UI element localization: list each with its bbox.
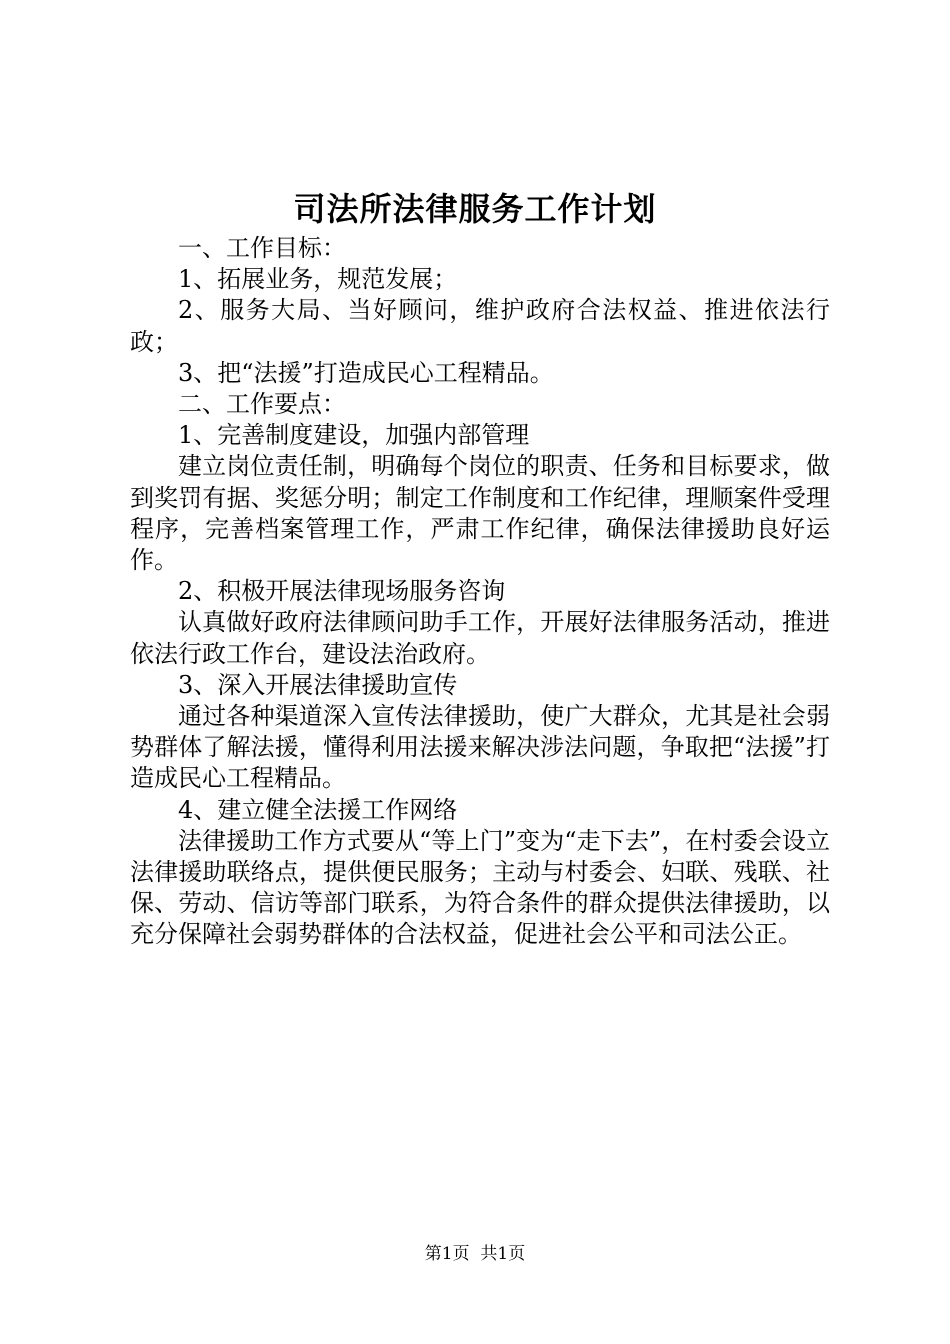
document-body: [130, 233, 830, 951]
paragraph-point-3-heading: 3、深入开展法律援助宣传: [178, 670, 458, 699]
paragraph-point-2-body: 认真做好政府法律顾问助手工作，开展好法律服务活动，推进依法行政工作台，建设法治政府。: [130, 608, 830, 668]
paragraph-point-4-body: 法律援助工作方式要从“等上门”变为“走下去”，在村委会设立法律援助联络点，提供便民服务；主动与村委会、妇联、残联、社保、劳动、信访等部门联系，为符合条件的群众提供法律援助，以充分保障社会弱势群体的合法权益，促进社会公平和司法公正。: [130, 826, 830, 949]
paragraph-goal-1: 1、拓展业务，规范发展；: [178, 265, 458, 294]
paragraph-point-2-heading: 2、积极开展法律现场服务咨询: [178, 577, 506, 606]
paragraph-goal-2: 2、服务大局、当好顾问，维护政府合法权益、推进依法行政；: [130, 296, 830, 356]
paragraph-goals-heading: 一、工作目标：: [178, 234, 346, 262]
document-title: 司法所法律服务工作计划: [293, 190, 657, 228]
paragraph-goal-3: 3、把“法援”打造成民心工程精品。: [178, 358, 554, 387]
paragraph-points-heading: 二、工作要点：: [178, 390, 346, 419]
paragraph-point-4-heading: 4、建立健全法援工作网络: [178, 795, 458, 824]
paragraph-point-3-body: 通过各种渠道深入宣传法律援助，使广大群众，尤其是社会弱势群体了解法援，懂得利用法援来解决涉法问题，争取把“法援”打造成民心工程精品。: [130, 702, 830, 793]
page-number-current: 第1页: [424, 1244, 470, 1264]
page-footer: [0, 1242, 950, 1266]
page-number-total: 共1页: [480, 1244, 526, 1264]
footer-separator: [470, 1244, 481, 1264]
paragraph-point-1-heading: 1、完善制度建设，加强内部管理: [178, 421, 530, 450]
paragraph-point-1-body: 建立岗位责任制，明确每个岗位的职责、任务和目标要求，做到奖罚有据、奖惩分明；制定工作制度和工作纪律，理顺案件受理程序，完善档案管理工作，严肃工作纪律，确保法律援助良好运作。: [130, 452, 830, 575]
